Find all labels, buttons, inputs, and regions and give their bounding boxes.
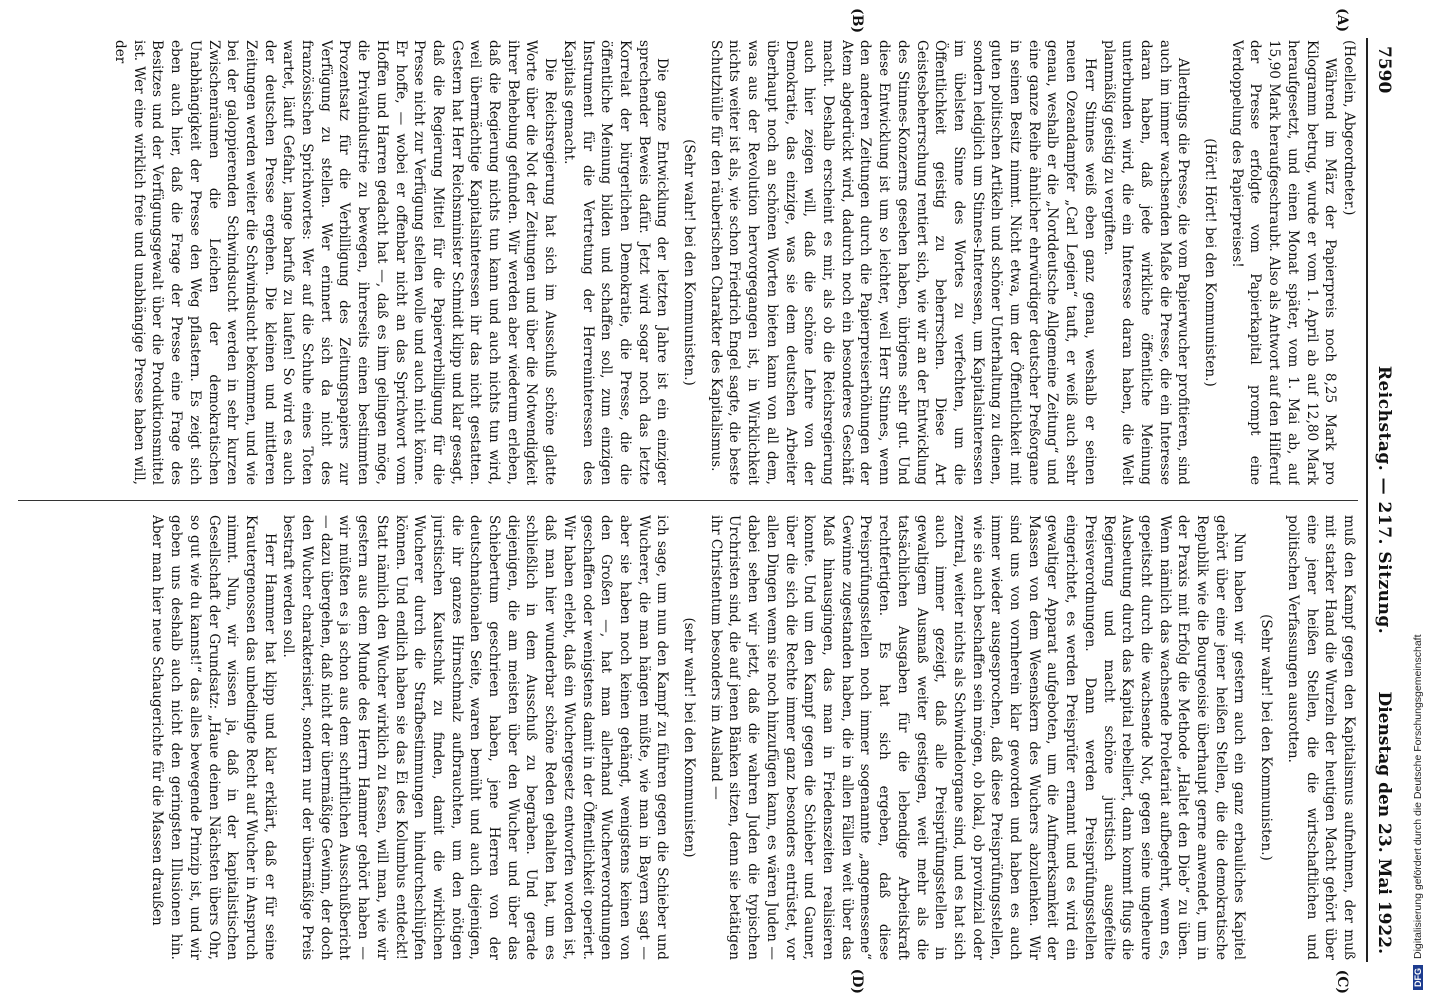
- right-column-paragraph: Nun haben wir gestern auch ein ganz erbauliches Kapitel gehört über eine jener heißen Stellen, die die demokratische Republik wie die Bourgeoisie überhaupt gerne anwendet, um in der Praxis mit Erfolg die Methode „Haltet den Dieb“ zu üben. Wenn nämlich das wachsende Proletariat aufbegehrt, wenn es, gepeitscht durch die wachsende Not, gegen seine ungeheure Ausbeutung durch das Kapital rebelliert, dann kommt flugs die Regierung und macht schöne juristisch ausgefeilte Preisverordnungen. Dann werden Preisprüfungsstellen eingerichtet, es werden Preisprüfer ernannt und es wird ein gewaltiger Apparat aufgeboten, um die Aufmerksamkeit der Massen von dem Wesenskern des Wuchers abzulenken. Wir sind uns von vornherein klar geworden und haben es auch immer wieder ausgesprochen, daß diese Preisprüfungsstellen, wie sie auch beschaffen sein mögen, ob lokal, ob provinzial oder zentral, weiter nichts als Schwindelorgane sind, und es hat sich auch immer gezeigt, daß alle Preisprüfungsstellen in gewaltigem Ausmaß weiter gestiegen, weit mehr als die tatsächlichen Ausgaben für die lebendige Arbeitskraft rechtfertigten. Es hat sich ergeben, daß diese Preisprüfungsstellen noch immer sogenannte „angemessene“ Gewinne zugestanden haben, die in allen Fällen weit über das Maß hinausgingen, das man in Friedenszeiten realisieren konnte. Und um den Kampf gegen die Schieber und Gauner, über die sich die Rechte immer ganz besonders entrüstet, vor allen Dingen wenn sie noch hinzufügen kann, es wären Juden — dabei sehen wir jetzt, daß die wahren Juden die typischen Urchristen sind, die auf jenen Bänken sitzen, denn sie betätigen ihr Christentum besonders im Ausland —: [707, 515, 1248, 960]
- left-column-paragraph: Allerdings die Presse, die vom Papierwucher profitieren, sind auch im immer wachsenden Maße die Presse, die ein Interesse daran haben, daß jede wirkliche öffentliche Meinung unterbunden wird, die ein Interesse daran haben, die Welt planmäßig geistig zu vergiften.: [1100, 40, 1192, 485]
- page-number: 7590: [1374, 46, 1394, 94]
- dfg-logo: DFG: [1413, 965, 1423, 990]
- page-header: [1366, 38, 1396, 962]
- right-column-paragraph: Herr Hammer hat klipp und klar erklärt, daß er für seine Krautergenossen das unbedingte Recht auf Wucher in Anspruch nimmt. Nun, wir wissen ja, daß in der kapitalistischen Gesellschaft der Grundsatz: „Haue deinen Nächsten übers Ohr, so gut wie du kannst!“ das alles bewegende Prinzip ist, und wir geben uns deshalb auch nicht den geringsten Illusionen hin. Aber man hier neue Schaugerichte für die Massen draußen: [149, 515, 278, 960]
- right-column-paragraph: ich sage, um nun den Kampf zu führen gegen die Schieber und Wucherer, die man hängen müßte, wie man in Bayern sagt — aber sie haben noch keinen gehängt, wenigstens keinen von den Großen —, hat man allerhand Wucherverordnungen geschaffen oder wenigstens damit in der Öffentlichkeit operiert. Wir haben erlebt, daß ein Wuchergesetz entworfen worden ist, daß man hier wunderbar schöne Reden gehalten hat, um es schließlich in dem Ausschuß zu begraben. Und gerade diejenigen, die am meisten über den Wucher und über das Schiebertum geschrieen haben, jene Herren von der deutschnationalen Seite, waren bemüht und auch diejenigen, die ihr ganzes Hirnschmalz aufbrauchten, um den nötigen juristischen Kautschuk zu finden, damit die wirklichen Wucherer durch die Strafbestimmungen hindurchschlüpfen können. Und endlich haben sie das Ei des Kolumbus entdeckt! Statt nämlich den Wucher wirklich zu fassen, will man, wie wir gestern aus dem Munde des Herrn Hammer gehört haben — wir müßten es ja schon aus dem schriftlichen Ausschußbericht — dazu übergehen, daß nicht der übermäßige Gewinn, der doch den Wucher charakterisiert, sondern nur der übermäßige Preis bestraft werden soll.: [280, 515, 671, 960]
- margin-marker-d: (D): [849, 968, 865, 994]
- left-column-paragraph: Herr Stinnes weiß eben ganz genau, weshalb er seinen neuen Ozeandampfer „Carl Legien“ tauft, er weiß auch sehr genau, weshalb er die „Norddeutsche Allgemeine Zeitung“ und eine ganze Reihe ähnlicher ehrwürdiger deutscher Preßorgane in seinen Besitz nimmt. Nicht etwa, um der Öffentlichkeit mit guten politischen Artikeln und schöner Unterhaltung zu dienen, sondern lediglich um Stinnes-Interessen, um Kapitalsinteressen im übelsten Sinne des Wortes zu verfechten, um die Öffentlichkeit geistig zu beherrschen. Diese Art Geistesbeherrschung rentiert sich, wie wir an der Entwicklung des Stinnes-Konzerns gesehen haben, übrigens sehr gut. Und diese Entwicklung ist um so leichter, weil Herr Stinnes, wenn den anderen Zeitungen durch die Papierpreiserhöhungen der Atem abgedrückt wird, dadurch noch ein besonderes Geschäft macht. Deshalb erscheint es mir, als ob die Reichsregierung auch hier zeigen will, daß die schöne Lehre von der Demokratie, das einzige, was sie dem deutschen Arbeiter überhaupt noch an schönen Worten bieten kann von all dem, was aus der Revolution hervorgegangen ist, in Wirklichkeit nichts weiter ist als, wie schon Friedrich Engel sagte, die beste Schutzhülle für den räuberischen Charakter des Kapitalismus.: [707, 40, 1098, 485]
- right-column-paragraph: muß den Kampf gegen den Kapitalismus aufnehmen, der muß mit starker Hand die Wurzeln der heutigen Macht gehört über eine jener heißen Stellen, die die wirtschaftlichen und politischen Verfassungen ausrotten.: [1284, 515, 1357, 960]
- right-column-interjection: (Sehr wahr! bei den Kommunisten.): [1258, 614, 1275, 861]
- left-column-paragraph: Die Reichsregierung hat sich im Ausschuß schöne glatte Worte über die Not der Zeitungen und über die Notwendigkeit ihrer Behebung gefunden. Wir werden aber wiederum erleben, daß die Regierung nichts tun kann und auch nichts tun wird, weil übermächtige Kapitalsinteressen ihr das nicht gestatten. Gestern hat Herr Reichsminister Schmidt klipp und klar gesagt, daß die Regierung Mittel für die Papierverbilligung für die Presse nicht zur Verfügung stellen wolle und auch nicht könne. Er hoffe, — wobei er offenbar nicht an das Sprichwort vom Hoffen und Harren gedacht hat —, daß es ihm gelingen möge, die Privatindustrie zu bewegen, ihrerseits einen bestimmten Prozentsatz für die Verbilligung des Zeitungspapiers zur Verfügung zu stellen. Wer erinnert sich da nicht des französischen Sprichwortes: Wer auf die Schuhe eines Toten wartet, läuft Gefahr, lange barfuß zu laufen! So wird es auch der deutschen Presse ergehen. Die kleinen und mittleren Zeitungen werden weiter die Schwindsucht bekommen, und wie bei der galoppierenden Schwindsucht werden in sehr kurzen Zwischenräumen die Leichen der demokratischen Unabhängigkeit der Presse den Weg pflastern. Es zeigt sich eben auch hier, daß die Frage der Presse eine Frage des Besitzes und der Verfügungsgewalt über die Produktionsmittel ist. Wer eine wirklich freie und unabhängige Presse haben will, der: [112, 40, 559, 485]
- margin-marker-a: (A): [1334, 8, 1350, 33]
- left-column-interjection: (Hört! Hört! bei den Kommunisten.): [1202, 138, 1219, 387]
- session-date: Dienstag den 23. Mai 1922.: [1374, 691, 1394, 954]
- left-column-paragraph: Die ganze Entwicklung der letzten Jahre ist ein einziger sprechender Beweis dafür. Jetzt wird sogar noch das letzte Korrelat der bürgerlichen Demokratie, die Presse, die die öffentliche Meinung bilden und schaffen soll, zum einzigen Instrument für die Vertretung der Herreninteressen des Kapitals gemacht.: [560, 40, 671, 485]
- session-title: Reichstag. — 217. Sitzung.: [1374, 365, 1394, 635]
- digitization-footer: [1410, 0, 1432, 1000]
- column-divider: [18, 500, 1358, 501]
- right-column-interjection: (sehr wahr! bei den Kommunisten): [681, 617, 698, 858]
- left-column-paragraph: Während im März der Papierpreis noch 8,25 Mark pro Kilogramm betrug, wurde er vom 1. April ab auf 12,80 Mark heraufgesetzt, und einen Monat später, vom 1. Mai ab, auf 15,90 Mark heraufgeschraubt. Also als Antwort auf den Hilferuf der Presse erfolgte vom Papierkapital prompt eine Verdoppelung des Papierpreises!: [1228, 40, 1339, 485]
- left-column: [18, 40, 1358, 485]
- footer-credit: Digitalisierung gefördert durch die Deutsche Forschungsgemeinschaft: [1412, 634, 1424, 959]
- margin-marker-c: (C): [1334, 969, 1350, 994]
- margin-marker-b: (B): [849, 8, 865, 34]
- left-column-speaker-line: (Hoellein, Abgeordneter.): [1341, 40, 1357, 216]
- text-columns: [18, 40, 1358, 960]
- left-column-interjection: (Sehr wahr! bei den Kommunisten.): [681, 139, 698, 386]
- right-column: [18, 515, 1358, 960]
